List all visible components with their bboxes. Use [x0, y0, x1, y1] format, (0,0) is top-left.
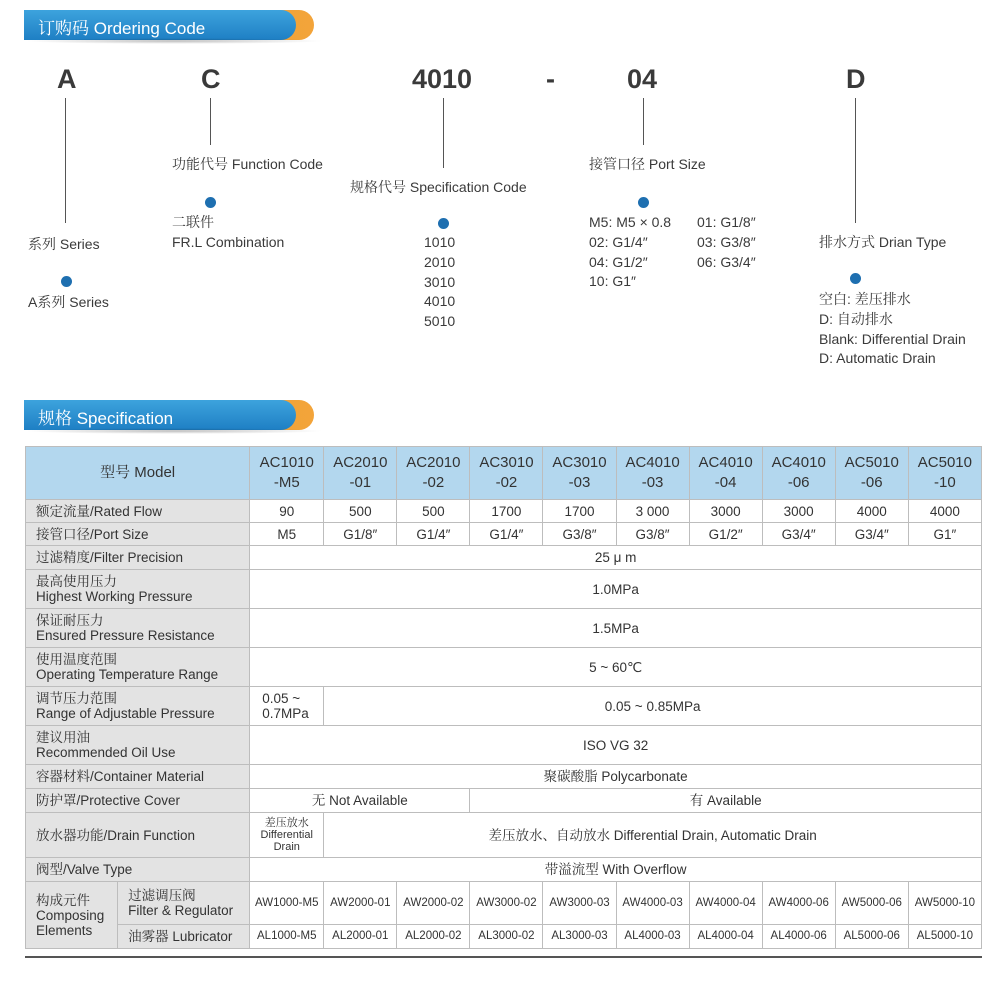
fr-cell: AW4000-06: [762, 882, 835, 925]
flow-cell: 1700: [470, 500, 543, 523]
container-label: 容器材料/Container Material: [26, 765, 250, 789]
filter-regulator-row: [26, 882, 982, 925]
model-cell: AC3010 -02: [470, 447, 543, 500]
port-size-row: [26, 523, 982, 546]
port-cell: G1/2″: [689, 523, 762, 546]
lub-cell: AL2000-02: [397, 925, 470, 949]
adjustable-pressure-first: 0.05 ~ 0.7MPa: [250, 687, 324, 726]
port-value: 10: G1″: [589, 273, 636, 289]
function-line: [210, 98, 211, 145]
lubricator-label: 油雾器 Lubricator: [118, 925, 250, 949]
fr-cell: AW3000-02: [470, 882, 543, 925]
highest-pressure-value: 1.0MPa: [250, 570, 982, 609]
filter-regulator-label: 过滤调压阀 Filter & Regulator: [118, 882, 250, 925]
cover-row: [26, 789, 982, 813]
port-cell: G3/8″: [616, 523, 689, 546]
fr-cell: AW4000-04: [689, 882, 762, 925]
container-value: 聚碳酸脂 Polycarbonate: [250, 765, 982, 789]
spec-value: 2010: [424, 254, 456, 270]
drain-value: 空白: 差压排水: [819, 291, 911, 307]
cover-not-available: 无 Not Available: [250, 789, 470, 813]
drain-value: D: 自动排水: [819, 311, 893, 327]
fr-cell: AW5000-06: [835, 882, 908, 925]
port-cell: G3/4″: [762, 523, 835, 546]
drain-function-label: 放水器功能/Drain Function: [26, 813, 250, 858]
function-value-cn: 二联件: [172, 214, 214, 230]
drain-function-row: [26, 813, 982, 858]
table-bottom-rule: [25, 956, 982, 958]
composing-label: 构成元件 Composing Elements: [26, 882, 118, 949]
flow-cell: 4000: [835, 500, 908, 523]
spec-value: 1010: [424, 234, 456, 250]
model-cell: AC2010 -02: [397, 447, 470, 500]
drain-value: Blank: Differential Drain: [819, 331, 966, 347]
series-line: [65, 98, 66, 223]
flow-cell: 90: [250, 500, 324, 523]
code-letter-a: A: [57, 64, 77, 94]
oil-row: [26, 726, 982, 765]
highest-pressure-label: 最高使用压力 Highest Working Pressure: [26, 570, 250, 609]
specification-table: [25, 446, 982, 949]
fr-cell: AW2000-02: [397, 882, 470, 925]
series-heading: 系列 Series: [28, 236, 100, 252]
lub-cell: AL1000-M5: [250, 925, 324, 949]
ordering-code-header: [24, 10, 314, 42]
adjustable-pressure-row: [26, 687, 982, 726]
drain-value: D: Automatic Drain: [819, 350, 936, 366]
model-cell: AC1010 -M5: [250, 447, 324, 500]
valve-type-value: 带溢流型 With Overflow: [250, 858, 982, 882]
adjustable-pressure-label: 调节压力范围 Range of Adjustable Pressure: [26, 687, 250, 726]
rated-flow-label: 额定流量/Rated Flow: [26, 500, 250, 523]
port-line: [643, 98, 644, 145]
model-cell: AC5010 -06: [835, 447, 908, 500]
flow-cell: 500: [324, 500, 397, 523]
code-dash: -: [546, 64, 555, 94]
filter-precision-label: 过滤精度/Filter Precision: [26, 546, 250, 570]
port-dot: [638, 197, 649, 208]
model-cell: AC4010 -03: [616, 447, 689, 500]
oil-value: ISO VG 32: [250, 726, 982, 765]
spec-value: 5010: [424, 313, 456, 329]
specification-header: [24, 400, 314, 432]
filter-precision-row: [26, 546, 982, 570]
function-dot: [205, 197, 216, 208]
model-cell: AC4010 -04: [689, 447, 762, 500]
drain-heading: 排水方式 Drian Type: [819, 234, 947, 250]
adjustable-pressure-rest: 0.05 ~ 0.85MPa: [324, 687, 982, 726]
ordering-code-title: 订购码 Ordering Code: [38, 19, 206, 38]
fr-cell: AW5000-10: [908, 882, 981, 925]
function-value-en: FR.L Combination: [172, 234, 285, 250]
cover-available: 有 Available: [470, 789, 982, 813]
flow-cell: 4000: [908, 500, 981, 523]
fr-cell: AW3000-03: [543, 882, 616, 925]
port-cell: G1/4″: [470, 523, 543, 546]
code-letter-d: D: [846, 64, 866, 94]
port-value: 06: G3/4″: [697, 254, 756, 270]
port-cell: G1″: [908, 523, 981, 546]
model-row: [26, 447, 982, 500]
highest-pressure-row: [26, 570, 982, 609]
temperature-row: [26, 648, 982, 687]
model-cell: AC2010 -01: [324, 447, 397, 500]
flow-cell: 3000: [689, 500, 762, 523]
port-cell: G1/4″: [397, 523, 470, 546]
lub-cell: AL4000-03: [616, 925, 689, 949]
spec-value: 4010: [424, 293, 456, 309]
flow-cell: 500: [397, 500, 470, 523]
port-cell: G3/4″: [835, 523, 908, 546]
lub-cell: AL4000-06: [762, 925, 835, 949]
ensured-pressure-row: [26, 609, 982, 648]
valve-type-label: 阀型/Valve Type: [26, 858, 250, 882]
drain-line: [855, 98, 856, 223]
valve-type-row: [26, 858, 982, 882]
rated-flow-row: [26, 500, 982, 523]
header-shadow: [24, 428, 324, 434]
spec-dot: [438, 218, 449, 229]
spec-heading: 规格代号 Specification Code: [350, 179, 527, 195]
series-dot: [61, 276, 72, 287]
model-cell: AC5010 -10: [908, 447, 981, 500]
header-shadow: [24, 38, 324, 44]
spec-value: 3010: [424, 274, 456, 290]
fr-cell: AW1000-M5: [250, 882, 324, 925]
port-cell: G1/8″: [324, 523, 397, 546]
temperature-value: 5 ~ 60℃: [250, 648, 982, 687]
port-cell: G3/8″: [543, 523, 616, 546]
port-value: 02: G1/4″: [589, 234, 648, 250]
model-label: 型号 Model: [26, 447, 250, 500]
specification-title: 规格 Specification: [38, 409, 174, 428]
lub-cell: AL5000-06: [835, 925, 908, 949]
cover-label: 防护罩/Protective Cover: [26, 789, 250, 813]
ensured-pressure-label: 保证耐压力 Ensured Pressure Resistance: [26, 609, 250, 648]
function-heading: 功能代号 Function Code: [172, 156, 323, 172]
flow-cell: 3000: [762, 500, 835, 523]
container-row: [26, 765, 982, 789]
port-cell: M5: [250, 523, 324, 546]
lub-cell: AL3000-02: [470, 925, 543, 949]
code-letter-c: C: [201, 64, 221, 94]
fr-cell: AW2000-01: [324, 882, 397, 925]
lub-cell: AL2000-01: [324, 925, 397, 949]
flow-cell: 1700: [543, 500, 616, 523]
series-value: A系列 Series: [28, 294, 109, 310]
spec-line: [443, 98, 444, 168]
temperature-label: 使用温度范围 Operating Temperature Range: [26, 648, 250, 687]
oil-label: 建议用油 Recommended Oil Use: [26, 726, 250, 765]
fr-cell: AW4000-03: [616, 882, 689, 925]
port-heading: 接管口径 Port Size: [589, 156, 706, 172]
ensured-pressure-value: 1.5MPa: [250, 609, 982, 648]
port-value: 04: G1/2″: [589, 254, 648, 270]
model-cell: AC4010 -06: [762, 447, 835, 500]
drain-dot: [850, 273, 861, 284]
filter-precision-value: 25 μ m: [250, 546, 982, 570]
flow-cell: 3 000: [616, 500, 689, 523]
drain-function-rest: 差压放水、自动放水 Differential Drain, Automatic Drain: [324, 813, 982, 858]
port-value: M5: M5 × 0.8: [589, 214, 672, 230]
model-cell: AC3010 -03: [543, 447, 616, 500]
lub-cell: AL4000-04: [689, 925, 762, 949]
lubricator-row: [26, 925, 982, 949]
code-port: 04: [627, 64, 658, 94]
port-value: 03: G3/8″: [697, 234, 756, 250]
lub-cell: AL3000-03: [543, 925, 616, 949]
lub-cell: AL5000-10: [908, 925, 981, 949]
port-value: 01: G1/8″: [697, 214, 756, 230]
code-spec: 4010: [412, 64, 473, 94]
drain-function-first: 差压放水 Differential Drain: [250, 813, 324, 858]
port-size-label: 接管口径/Port Size: [26, 523, 250, 546]
